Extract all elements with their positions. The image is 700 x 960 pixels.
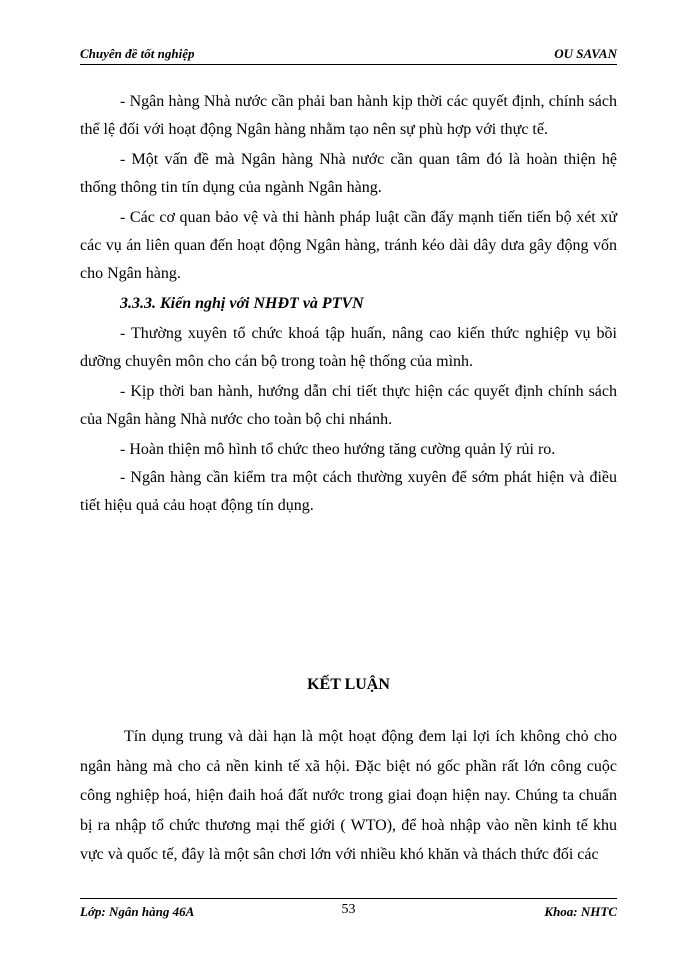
page-header — [80, 44, 617, 66]
paragraph-2: - Một vấn đề mà Ngân hàng Nhà nước cần quan tâm đó là hoàn thiện hệ thống thông tin tín dụng của ngành Ngân hàng. — [80, 151, 617, 196]
footer-class: Lớp: Ngân hàng 46A — [80, 904, 195, 919]
conclusion-heading: KẾT LUẬN — [307, 676, 390, 693]
header-rule — [80, 64, 617, 65]
footer-rule — [80, 898, 617, 899]
page-footer — [80, 902, 617, 924]
header-document-title: Chuyên đề tốt nghiệp — [80, 46, 195, 61]
header-author: OU SAVAN — [554, 46, 617, 61]
conclusion-paragraph: Tín dụng trung và dài hạn là một hoạt động đem lại lợi ích không chỏ cho ngân hàng mà cho cả nền kinh tế xã hội. Đặc biệt nó gốc phần rất lớn công cuộc công nghiệp hoá, hiện đaih hoá đất nước trong giai đoạn hiện nay. Chúng ta chuẩn bị ra nhập tổ chức thương mại thế giới ( WTO), để hoà nhập vào nền kinh tế khu vực và quốc tế, đây là một sân chơi lớn với nhiều khó khăn và thách thức đối các — [80, 728, 617, 863]
footer-faculty: Khoa: NHTC — [544, 904, 617, 919]
page-number: 53 — [341, 902, 356, 917]
paragraph-1: - Ngân hàng Nhà nước cần phải ban hành kịp thời các quyết định, chính sách thể lệ đối với hoạt động Ngân hàng nhằm tạo nên sự phù hợp với thực tế. — [80, 93, 617, 138]
paragraph-3: - Các cơ quan bảo vệ và thi hành pháp luật cần đẩy mạnh tiến tiến bộ xét xử các vụ án liên quan đến hoạt động Ngân hàng, tránh kéo dài dây dưa gây động vốn cho Ngân hàng. — [80, 209, 617, 282]
section-subheading: 3.3.3. Kiến nghị với NHĐT và PTVN — [120, 295, 364, 312]
paragraph-7: - Ngân hàng cần kiểm tra một cách thường xuyên để sớm phát hiện và điều tiết hiệu quả cảu hoạt động tín dụng. — [80, 469, 617, 514]
paragraph-4: - Thường xuyên tổ chức khoá tập huấn, nâng cao kiến thức nghiệp vụ bồi dưỡng chuyên môn cho cán bộ trong toàn hệ thống của mình. — [80, 325, 617, 370]
paragraph-6: - Hoàn thiện mô hình tổ chức theo hướng tăng cường quản lý rủi ro. — [120, 441, 556, 458]
paragraph-5: - Kịp thời ban hành, hướng dẫn chi tiết thực hiện các quyết định chính sách của Ngân hàng Nhà nước cho toàn bộ chi nhánh. — [80, 383, 617, 428]
